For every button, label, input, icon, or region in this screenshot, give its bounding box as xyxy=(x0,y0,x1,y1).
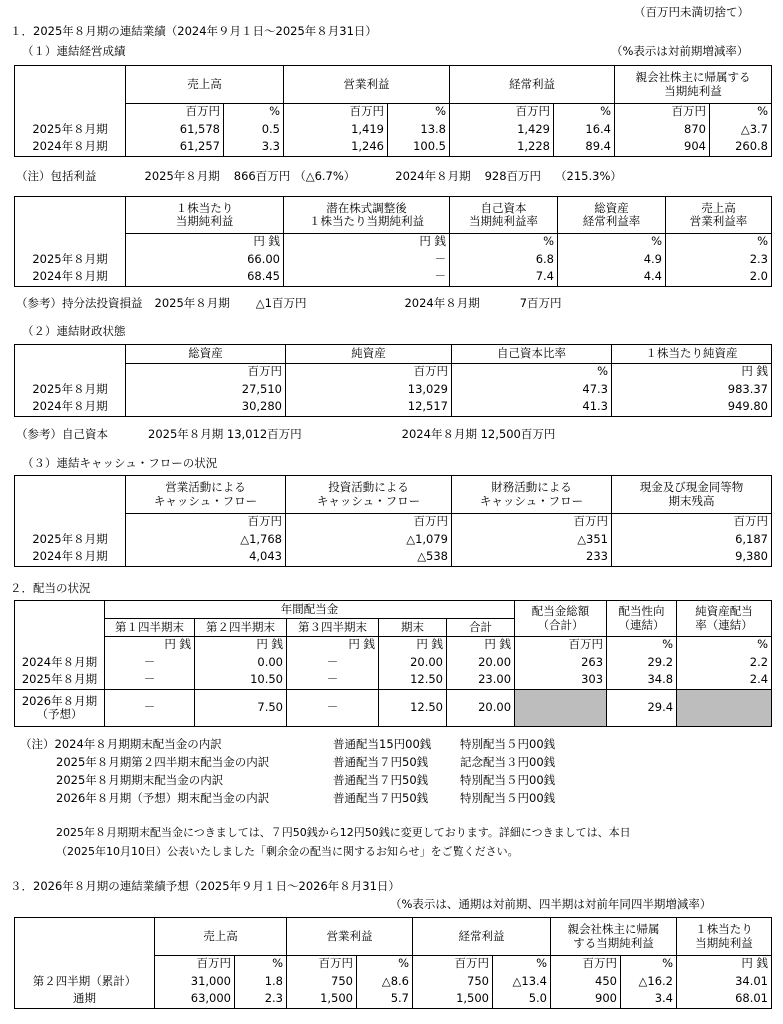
row-label: 2024年８月期 xyxy=(15,269,126,287)
section2-sub: （２）連結財政状態 xyxy=(22,324,126,338)
unit: % xyxy=(452,364,612,381)
header-financing-cf: 財務活動による キャッシュ・フロー xyxy=(452,476,612,514)
cell: 750 xyxy=(287,973,357,991)
header-sales: 売上高 xyxy=(155,918,287,956)
note-value: 普通配当15円00銭 xyxy=(333,737,432,751)
cell: 13.8 xyxy=(388,121,450,139)
equity-method-note: （参考）持分法投資損益 2025年８月期 △1百万円 2024年８月期 7百万円 xyxy=(16,296,562,310)
cell: 66.00 xyxy=(126,251,284,269)
cell: 1,429 xyxy=(450,121,554,139)
header-operating-cf: 営業活動による キャッシュ・フロー xyxy=(126,476,286,514)
cell: 29.4 xyxy=(607,690,677,727)
header-payout-ratio: 配当性向 （連結） xyxy=(607,601,677,637)
header-operating-income: 営業利益 xyxy=(287,918,413,956)
cell: 9,380 xyxy=(612,549,772,567)
header-q3: 第３四半期末 xyxy=(287,619,379,637)
cell: 1.8 xyxy=(235,973,287,991)
cell: 983.37 xyxy=(612,381,772,399)
header-q1: 第１四半期末 xyxy=(105,619,195,637)
dividend-note-4: 2026年８月期（予想）期末配当金の内訳 xyxy=(56,791,270,805)
cell: 100.5 xyxy=(388,139,450,157)
cell: 5.0 xyxy=(493,991,551,1009)
cell: 5.7 xyxy=(357,991,413,1009)
note-value: 普通配当７円50銭 xyxy=(333,791,429,805)
unit: % xyxy=(235,956,287,973)
header-net-income: 親会社株主に帰属 する当期純利益 xyxy=(551,918,677,956)
cell: 7.50 xyxy=(195,690,287,727)
cell: 89.4 xyxy=(554,139,615,157)
cell: 1,228 xyxy=(450,139,554,157)
header-total: 合計 xyxy=(447,619,515,637)
cell: 29.2 xyxy=(607,654,677,672)
unit: 百万円 xyxy=(286,364,452,381)
header-total-dividend: 配当金総額 （合計） xyxy=(515,601,607,637)
cell: △13.4 xyxy=(493,973,551,991)
cell: 0.00 xyxy=(195,654,287,672)
header-diluted-eps: 潜在株式調整後 １株当たり当期純利益 xyxy=(284,197,450,234)
row-label: 2024年８月期 xyxy=(15,654,105,672)
cell: 20.00 xyxy=(447,654,515,672)
unit: 百万円 xyxy=(450,104,554,121)
cell: 949.80 xyxy=(612,399,772,417)
unit: % xyxy=(357,956,413,973)
unit: % xyxy=(666,234,772,251)
cell-shaded xyxy=(677,690,772,727)
header-net-assets: 純資産 xyxy=(286,345,452,364)
unit: % xyxy=(493,956,551,973)
cell: － xyxy=(287,672,379,690)
section1-pct-note: （%表示は対前期増減率） xyxy=(611,44,749,58)
table-row xyxy=(15,531,772,549)
header-year-end: 期末 xyxy=(379,619,447,637)
cell: － xyxy=(105,672,195,690)
unit: 百万円 xyxy=(615,104,710,121)
table-row xyxy=(15,269,772,287)
note-value: 普通配当７円50銭 xyxy=(333,755,429,769)
header-op-margin: 売上高 営業利益率 xyxy=(666,197,772,234)
header-operating-income: 営業利益 xyxy=(284,66,450,104)
financial-position-table xyxy=(14,344,772,417)
note-value: 普通配当７円50銭 xyxy=(333,773,429,787)
cell: 23.00 xyxy=(447,672,515,690)
cell: 41.3 xyxy=(452,399,612,417)
note-value: 特別配当５円00銭 xyxy=(460,737,556,751)
cash-flow-table xyxy=(14,475,772,567)
cell: 2.2 xyxy=(677,654,772,672)
row-label: 2025年８月期 xyxy=(15,251,126,269)
cell: 904 xyxy=(615,139,710,157)
unit: 円 銭 xyxy=(612,364,772,381)
header-sales: 売上高 xyxy=(126,66,284,104)
row-label: 2025年８月期 xyxy=(15,381,126,399)
cell: － xyxy=(105,690,195,727)
unit: % xyxy=(450,234,558,251)
note-value: 記念配当３円00銭 xyxy=(460,755,556,769)
cell: 303 xyxy=(515,672,607,690)
unit: 円 銭 xyxy=(105,637,195,654)
row-label: 2025年８月期 xyxy=(15,121,126,139)
unit: 円 銭 xyxy=(287,637,379,654)
cell: 13,029 xyxy=(286,381,452,399)
note-value: 特別配当５円00銭 xyxy=(460,773,556,787)
section5-title: ３．2026年８月期の連結業績予想（2025年９月１日～2026年８月31日） xyxy=(10,879,400,893)
cell: 34.8 xyxy=(607,672,677,690)
cell: 2.4 xyxy=(677,672,772,690)
unit: % xyxy=(621,956,677,973)
cell: 1,500 xyxy=(413,991,493,1009)
cell: 31,000 xyxy=(155,973,235,991)
cell: 233 xyxy=(452,549,612,567)
cell: 16.4 xyxy=(554,121,615,139)
row-label: 2025年８月期 xyxy=(15,531,126,549)
unit: 百万円 xyxy=(515,637,607,654)
row-label: 2026年８月期 （予想） xyxy=(15,690,105,727)
table-row xyxy=(15,381,772,399)
cell: 1,419 xyxy=(284,121,388,139)
cell: △1,768 xyxy=(126,531,286,549)
unit: 百万円 xyxy=(126,364,286,381)
cell: 750 xyxy=(413,973,493,991)
unit: 円 銭 xyxy=(195,637,287,654)
header-ordinary-income: 経常利益 xyxy=(450,66,615,104)
table-row xyxy=(15,121,772,139)
header-eps: １株当たり 当期純利益 xyxy=(126,197,284,234)
cell: 450 xyxy=(551,973,621,991)
cell: 61,257 xyxy=(126,139,224,157)
unit: 百万円 xyxy=(287,956,357,973)
cell: 68.45 xyxy=(126,269,284,287)
forecast-row xyxy=(15,690,772,727)
cell: 34.01 xyxy=(677,973,772,991)
header-q2: 第２四半期末 xyxy=(195,619,287,637)
dividend-note-3: 2025年８月期期末配当金の内訳 xyxy=(56,773,224,787)
cell: 12.50 xyxy=(379,690,447,727)
row-label: 2024年８月期 xyxy=(15,139,126,157)
header-annual-dividend: 年間配当金 xyxy=(105,601,515,619)
section4-title: ２．配当の状況 xyxy=(10,581,91,595)
operating-results-table xyxy=(14,65,772,157)
header-eps: １株当たり 当期純利益 xyxy=(677,918,772,956)
cell: 20.00 xyxy=(447,690,515,727)
note-value: 特別配当５円00銭 xyxy=(460,791,556,805)
table-row xyxy=(15,251,772,269)
cell: △16.2 xyxy=(621,973,677,991)
unit: % xyxy=(554,104,615,121)
unit: 百万円 xyxy=(413,956,493,973)
unit: % xyxy=(224,104,284,121)
cell: △8.6 xyxy=(357,973,413,991)
unit: 円 銭 xyxy=(284,234,450,251)
cell: 27,510 xyxy=(126,381,286,399)
header-cash-balance: 現金及び現金同等物 期末残高 xyxy=(612,476,772,514)
row-label: 2025年８月期 xyxy=(15,672,105,690)
table-row xyxy=(15,654,772,672)
cell: 63,000 xyxy=(155,991,235,1009)
cell: 10.50 xyxy=(195,672,287,690)
cell: 61,578 xyxy=(126,121,224,139)
header-roa: 総資産 経常利益率 xyxy=(558,197,666,234)
cell: 6.8 xyxy=(450,251,558,269)
cell: 260.8 xyxy=(710,139,772,157)
unit: % xyxy=(677,637,772,654)
unit: 百万円 xyxy=(612,514,772,531)
unit: 円 銭 xyxy=(126,234,284,251)
cell: 47.3 xyxy=(452,381,612,399)
unit: % xyxy=(388,104,450,121)
header-ordinary-income: 経常利益 xyxy=(413,918,551,956)
cell: － xyxy=(105,654,195,672)
cell: 4,043 xyxy=(126,549,286,567)
unit: 百万円 xyxy=(284,104,388,121)
dividend-note-1: （注）2024年８月期期末配当金の内訳 xyxy=(20,737,222,751)
cell: 20.00 xyxy=(379,654,447,672)
header-net-income: 親会社株主に帰属する 当期純利益 xyxy=(615,66,772,104)
unit: % xyxy=(558,234,666,251)
header-bps: １株当たり純資産 xyxy=(612,345,772,364)
unit: 百万円 xyxy=(126,514,286,531)
cell: 3.3 xyxy=(224,139,284,157)
cell: △3.7 xyxy=(710,121,772,139)
row-label: 2024年８月期 xyxy=(15,399,126,417)
cell: 0.5 xyxy=(224,121,284,139)
section3-sub: （３）連結キャッシュ・フローの状況 xyxy=(22,456,218,470)
unit: 百万円 xyxy=(155,956,235,973)
cell: － xyxy=(284,251,450,269)
cell: － xyxy=(287,654,379,672)
dividend-paragraph-line1: 2025年８月期期末配当金につきましては、７円50銭から12円50銭に変更しております。詳細につきましては、本日 xyxy=(56,826,631,839)
unit: 円 銭 xyxy=(379,637,447,654)
cell: △351 xyxy=(452,531,612,549)
cell-shaded xyxy=(515,690,607,727)
table-row xyxy=(15,549,772,567)
cell: 12,517 xyxy=(286,399,452,417)
cell: 4.4 xyxy=(558,269,666,287)
unit: 百万円 xyxy=(452,514,612,531)
unit: % xyxy=(710,104,772,121)
cell: 4.9 xyxy=(558,251,666,269)
header-total-assets: 総資産 xyxy=(126,345,286,364)
cell: 1,500 xyxy=(287,991,357,1009)
cell: 3.4 xyxy=(621,991,677,1009)
dividend-table xyxy=(14,600,772,727)
table-row xyxy=(15,399,772,417)
table-row xyxy=(15,991,772,1009)
cell: 900 xyxy=(551,991,621,1009)
cell: － xyxy=(287,690,379,727)
unit-note: （百万円未満切捨て） xyxy=(634,5,749,19)
header-equity-ratio: 自己資本比率 xyxy=(452,345,612,364)
cell: 2.0 xyxy=(666,269,772,287)
cell: 6,187 xyxy=(612,531,772,549)
cell: △538 xyxy=(286,549,452,567)
cell: 2.3 xyxy=(666,251,772,269)
cell: △1,079 xyxy=(286,531,452,549)
row-label: 2024年８月期 xyxy=(15,549,126,567)
cell: 263 xyxy=(515,654,607,672)
unit: % xyxy=(607,637,677,654)
row-label: 第２四半期（累計） xyxy=(15,973,155,991)
cell: 870 xyxy=(615,121,710,139)
unit: 百万円 xyxy=(551,956,621,973)
unit: 円 銭 xyxy=(447,637,515,654)
header-roe: 自己資本 当期純利益率 xyxy=(450,197,558,234)
cell: － xyxy=(284,269,450,287)
equity-note: （参考）自己資本 2025年８月期 13,012百万円 2024年８月期 12,500百万円 xyxy=(16,427,556,441)
cell: 68.01 xyxy=(677,991,772,1009)
cell: 12.50 xyxy=(379,672,447,690)
unit: 円 銭 xyxy=(677,956,772,973)
table-row xyxy=(15,139,772,157)
section1-sub: （１）連結経営成績 xyxy=(22,44,126,58)
cell: 2.3 xyxy=(235,991,287,1009)
dividend-paragraph-line2: （2025年10月10日）公表いたしました「剰余金の配当に関するお知らせ」をご覧ください。 xyxy=(56,845,519,858)
dividend-note-2: 2025年８月期第２四半期末配当金の内訳 xyxy=(56,755,270,769)
comprehensive-income-note: （注）包括利益 2025年８月期 866百万円 （△6.7%） 2024年８月期 928百万円 （215.3%） xyxy=(16,169,622,183)
unit: 百万円 xyxy=(126,104,224,121)
section1-title: １．2025年８月期の連結業績（2024年９月１日～2025年８月31日） xyxy=(10,24,377,38)
header-investing-cf: 投資活動による キャッシュ・フロー xyxy=(286,476,452,514)
cell: 7.4 xyxy=(450,269,558,287)
cell: 30,280 xyxy=(126,399,286,417)
table-row xyxy=(15,973,772,991)
row-label: 通期 xyxy=(15,991,155,1009)
per-share-table xyxy=(14,196,772,287)
forecast-table xyxy=(14,917,772,1009)
table-row xyxy=(15,672,772,690)
header-doe: 純資産配当 率（連結） xyxy=(677,601,772,637)
cell: 1,246 xyxy=(284,139,388,157)
section5-pct-note: （%表示は、通期は対前期、四半期は対前年同四半期増減率） xyxy=(390,897,712,911)
unit: 百万円 xyxy=(286,514,452,531)
